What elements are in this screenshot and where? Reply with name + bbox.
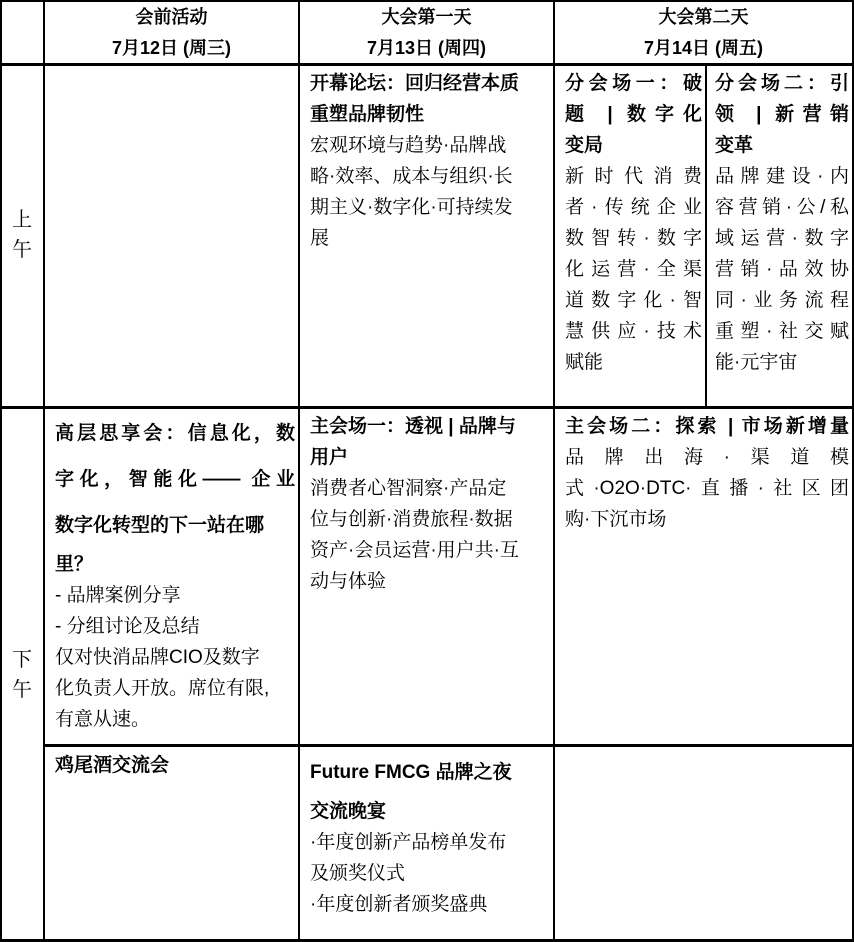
session-title-line: 高层思享会：信息化，数 xyxy=(55,423,295,444)
header-title: 会前活动 xyxy=(135,7,208,27)
session-title-line: 主会场一：透视 | 品牌与 xyxy=(310,416,516,437)
session-title-line: 分会场一：破 xyxy=(565,73,702,94)
session-detail-line: 宏观环境与趋势·品牌战 xyxy=(310,135,507,156)
session-title-line: 用户 xyxy=(310,447,349,468)
header-date: 7月13日 (周四) xyxy=(366,38,487,58)
header-date: 7月14日 (周五) xyxy=(643,38,764,58)
session-detail-line: 品牌出海·渠道模 xyxy=(565,447,849,468)
session-detail-line: 者·传统企业 xyxy=(565,197,702,218)
session-title-line: 题 | 数字化 xyxy=(565,104,702,125)
session-detail-line: 有意从速。 xyxy=(55,709,151,730)
session-title-line: 变局 xyxy=(565,135,604,156)
header-day2 xyxy=(554,0,853,64)
session-title-line: 里？ xyxy=(55,554,94,575)
session-detail-line: 化运营·全渠 xyxy=(565,259,702,280)
cell-am-day2-session1 xyxy=(555,68,706,378)
session-detail-line: 略·效率、成本与组织·长 xyxy=(310,166,513,187)
session-detail-line: 营销·品效协 xyxy=(715,259,849,280)
session-detail-line: 新时代消费 xyxy=(565,166,702,187)
cell-am-day1-opening-forum xyxy=(300,68,554,254)
session-detail-line: 期主义·数字化·可持续发 xyxy=(310,197,513,218)
session-detail-line: 赋能 xyxy=(565,352,604,373)
session-detail-line: - 分组讨论及总结 xyxy=(55,616,200,637)
session-detail-line: 展 xyxy=(310,228,330,249)
header-pre-event xyxy=(44,0,299,64)
header-date: 7月12日 (周三) xyxy=(111,38,232,58)
session-detail-line: - 品牌案例分享 xyxy=(55,585,181,606)
session-detail-line: 品牌建设·内 xyxy=(715,166,849,187)
am-pm-divider xyxy=(0,406,854,409)
session-title-line: 分会场二：引 xyxy=(715,73,849,94)
row-label-char: 午 xyxy=(12,239,32,261)
session-detail-line: 数智转·数字 xyxy=(565,228,702,249)
session-detail-line: 同·业务流程 xyxy=(715,290,849,311)
session-title-line: 领 | 新营销 xyxy=(715,104,849,125)
session-detail-line: 消费者心智洞察·产品定 xyxy=(310,478,507,499)
session-title-line: 交流晚宴 xyxy=(310,801,387,822)
session-title-line: 鸡尾酒交流会 xyxy=(55,755,170,776)
session-detail-line: 资产·会员运营·用户共·互 xyxy=(310,540,519,561)
session-detail-line: 能·元宇宙 xyxy=(715,352,798,373)
row-label-afternoon xyxy=(0,645,44,705)
session-detail-line: 位与创新·消费旅程·数据 xyxy=(310,509,513,530)
cell-am-day2-session2 xyxy=(707,68,853,378)
session-detail-line: 式·O2O·DTC·直播·社区团 xyxy=(565,478,849,499)
cell-evening-cocktail xyxy=(45,750,299,781)
header-title: 大会第二天 xyxy=(658,7,749,27)
session-detail-line: 仅对快消品牌CIO及数字 xyxy=(55,647,260,668)
session-detail-line: ·年度创新者颁奖盛典 xyxy=(310,894,488,915)
row-label-char: 下 xyxy=(12,649,32,671)
cell-pm-pre-event-cio-forum xyxy=(45,411,299,735)
session-title-line: 变革 xyxy=(715,135,754,156)
session-detail-line: 道数字化·智 xyxy=(565,290,702,311)
session-title-line: 主会场二：探索 | 市场新增量 xyxy=(565,416,849,437)
table-border-left xyxy=(0,0,2,942)
evening-divider xyxy=(44,744,854,747)
session-title-line: 字化，智能化—— 企业 xyxy=(55,469,295,490)
session-detail-line: 及颁奖仪式 xyxy=(310,863,406,884)
session-title-line: 数字化转型的下一站在哪 xyxy=(55,515,265,536)
cell-evening-gala-dinner xyxy=(300,750,554,920)
row-label-char: 午 xyxy=(12,679,32,701)
session-title-line: 开幕论坛：回归经营本质 xyxy=(310,73,520,94)
session-detail-line: 购·下沉市场 xyxy=(565,509,667,530)
cell-pm-day1-main-hall1 xyxy=(300,411,554,597)
session-detail-line: 容营销·公/私 xyxy=(715,197,849,218)
session-detail-line: 化负责人开放。席位有限, xyxy=(55,678,270,699)
session-detail-line: 动与体验 xyxy=(310,571,387,592)
session-detail-line: 重塑·社交赋 xyxy=(715,321,849,342)
header-title: 大会第一天 xyxy=(381,7,472,27)
session-detail-line: 域运营·数字 xyxy=(715,228,849,249)
session-detail-line: ·年度创新产品榜单发布 xyxy=(310,832,507,853)
session-title-line: Future FMCG 品牌之夜 xyxy=(310,762,512,783)
session-title-line: 重塑品牌韧性 xyxy=(310,104,425,125)
row-label-morning xyxy=(0,205,44,265)
row-label-char: 上 xyxy=(12,209,32,231)
header-day1 xyxy=(299,0,554,64)
session-detail-line: 慧供应·技术 xyxy=(565,321,702,342)
cell-pm-day2-main-hall2 xyxy=(555,411,853,535)
